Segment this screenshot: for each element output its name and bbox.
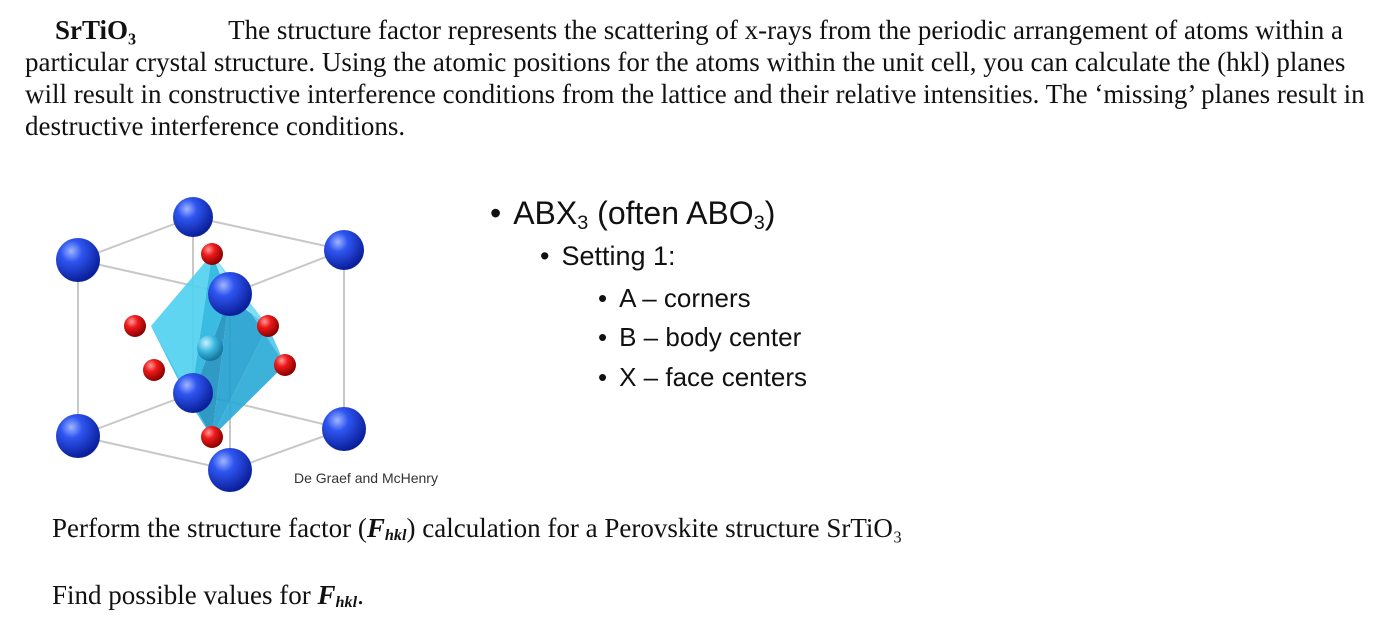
a-site-atom (324, 230, 364, 270)
task-line-2: Find possible values for Fhkl. (52, 580, 364, 612)
task-line-1: Perform the structure factor (Fhkl) calculation for a Perovskite structure SrTiO₃ (52, 513, 903, 545)
bullet-dot: • (490, 195, 502, 231)
bullet-dot: • (598, 283, 608, 313)
intro-text: The structure factor represents the scattering of x-rays from the periodic arrangement of atoms within a particular crystal structure. Using the atomic positions for the atoms within the unit cell, you can calculate the (hkl) planes will result in constructive interference conditions from the lattice and their relative intensities. The ‘missing’ planes result in destructive interference conditions. (25, 15, 1365, 141)
x-site-atom (257, 315, 279, 337)
b-site-atom (197, 335, 223, 361)
bullet-a-site: • A – corners (598, 283, 751, 313)
x-site-atom (124, 315, 146, 337)
bullet-setting: • Setting 1: (540, 241, 676, 271)
a-site-atom (322, 407, 366, 451)
perovskite-unit-cell-figure (40, 180, 480, 500)
compound-title: SrTiO₃ (55, 15, 137, 45)
x-site-atom (274, 354, 296, 376)
x-site-atom (201, 426, 223, 448)
bullet-abx3: • $ABX_3$ (often $ABO_3$) (490, 195, 776, 234)
x-site-atom (201, 243, 223, 265)
bullet-b-site: • B – body center (598, 322, 802, 352)
a-site-atom (173, 373, 213, 413)
figure-credit: De Graef and McHenry (294, 470, 438, 486)
bullet-dot: • (598, 362, 608, 392)
a-site-atom (56, 238, 100, 282)
bullet-x-site: • X – face centers (598, 362, 807, 392)
a-site-atom (208, 272, 252, 316)
x-site-atom (143, 359, 165, 381)
bullet-dot: • (540, 241, 550, 271)
a-site-atom (56, 414, 100, 458)
bullet-dot: • (598, 322, 608, 352)
a-site-atom (173, 197, 213, 237)
intro-paragraph (25, 14, 1365, 142)
a-site-atom (208, 448, 252, 492)
